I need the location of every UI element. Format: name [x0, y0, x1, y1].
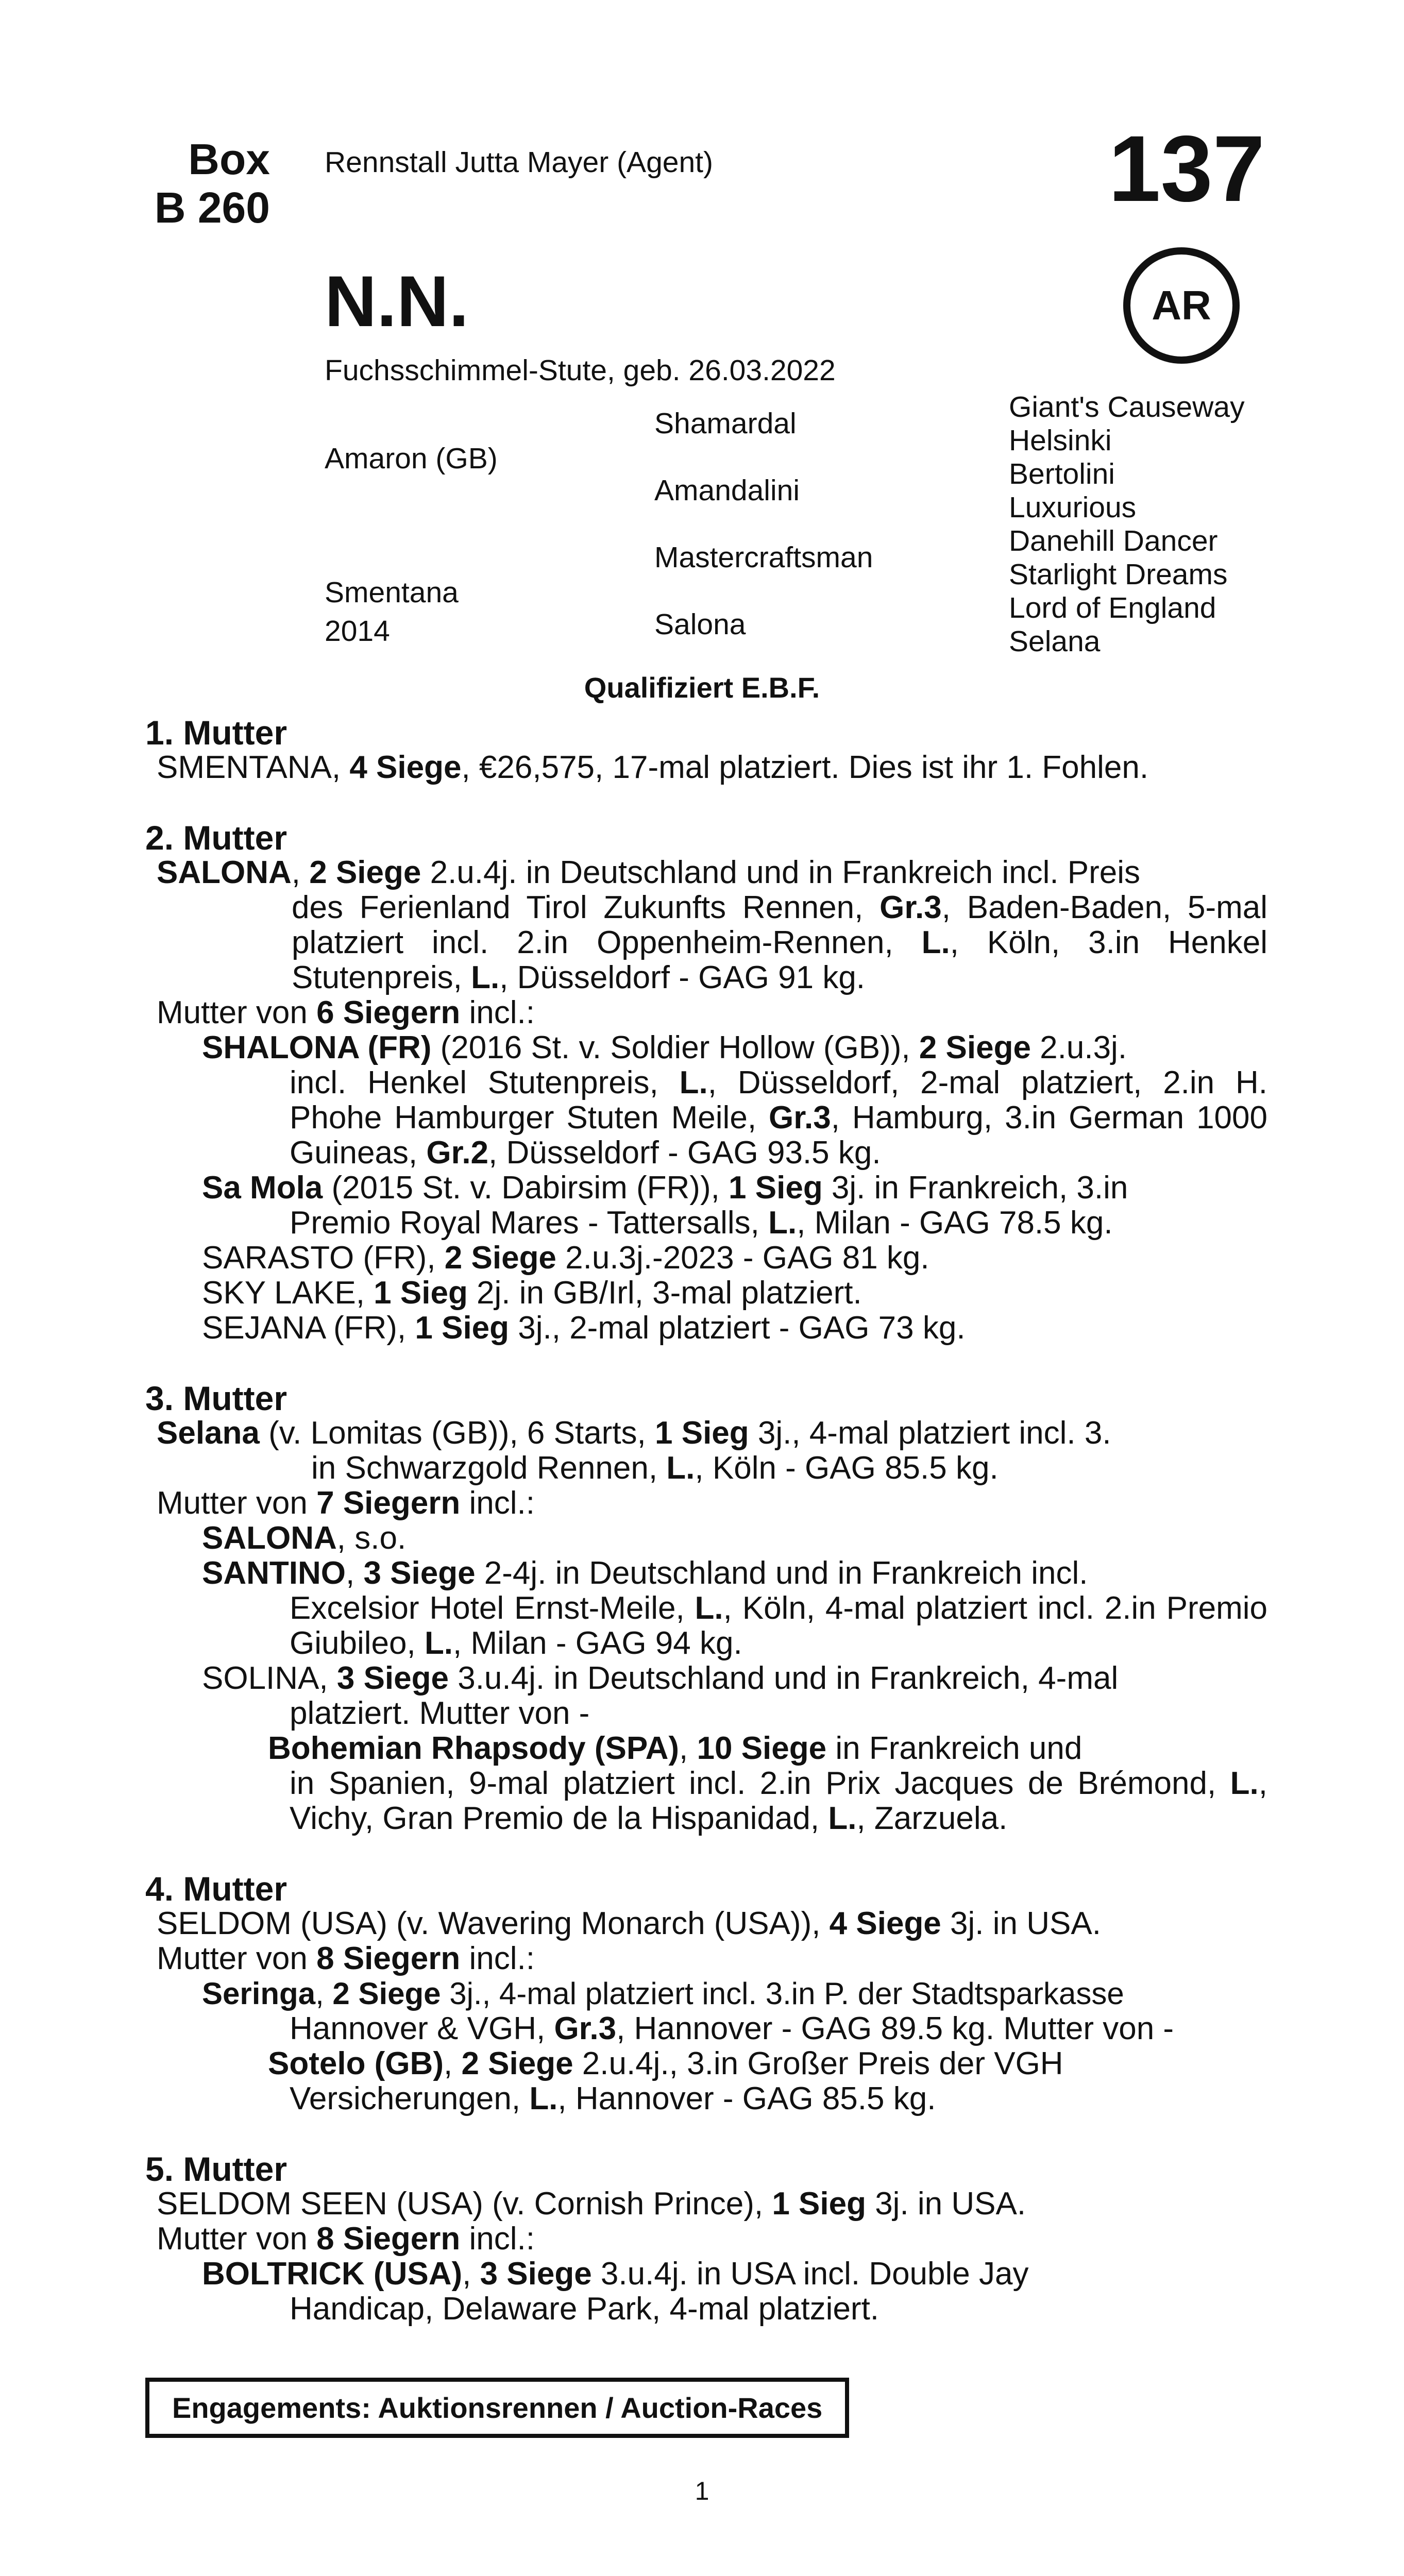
text: 2.u.4j., 3.in Großer Preis der VGH — [573, 2046, 1063, 2081]
text: Mutter von — [157, 1941, 317, 1976]
wins: 4 Siege — [349, 750, 462, 785]
winner-count: 6 Siegern — [316, 995, 461, 1030]
text: 2.u.4j. in Deutschland und in Frankreich incl. Preis — [421, 855, 1141, 890]
wins: 1 Sieg — [415, 1310, 510, 1346]
pedigree-sire-sire: Shamardal — [654, 407, 797, 440]
dam-entry — [145, 1416, 1267, 1486]
progeny-name: SALONA — [202, 1520, 337, 1556]
text: , Köln - GAG 85.5 kg. — [695, 1450, 999, 1486]
dam-text: , €26,575, 17-mal platziert. Dies ist ihr 1. Fohlen. — [461, 750, 1149, 785]
pedigree-sire-dam: Amandalini — [654, 474, 800, 507]
dam-name: SALONA — [157, 855, 292, 890]
ggen-entry: Starlight Dreams — [1009, 558, 1228, 591]
lot-number: 137 — [1108, 116, 1265, 221]
dam-entry — [145, 2187, 1267, 2222]
text: , Baden-Baden, 5-mal platziert incl. 2.in Oppenheim-Rennen, — [292, 890, 1267, 960]
wins: 2 Siege — [444, 1240, 556, 1276]
box-line-1: Box — [188, 135, 270, 183]
wins: 2 Siege — [461, 2046, 573, 2081]
mutter-von — [145, 995, 1267, 1030]
grade: L. — [666, 1450, 695, 1486]
ggen-entry: Bertolini — [1009, 457, 1115, 490]
text: , s.o. — [336, 1520, 407, 1556]
text: Excelsior Hotel Ernst-Meile, — [290, 1590, 695, 1626]
engagements-box: Engagements: Auktionsrennen / Auction-Races — [145, 2378, 849, 2438]
pedigree-dam-sire: Mastercraftsman — [654, 541, 873, 574]
progeny-name: SANTINO — [202, 1555, 346, 1591]
section-mutter-4 — [145, 1871, 1267, 2116]
ggen-entry: Selana — [1009, 625, 1101, 658]
section-mutter-2 — [145, 820, 1267, 1346]
dam-name: SELDOM SEEN (USA) (v. Cornish Prince), — [157, 2186, 772, 2222]
text: 3j., 4-mal platziert incl. 3. — [749, 1415, 1111, 1451]
text: 3.u.4j. in USA incl. Double Jay — [591, 2256, 1029, 2292]
text: , — [346, 1555, 364, 1591]
progeny-name: SARASTO (FR), — [202, 1240, 445, 1276]
text: Handicap, Delaware Park, 4-mal platziert. — [290, 2291, 879, 2327]
text: Mutter von — [157, 995, 317, 1030]
horse-description: Fuchsschimmel-Stute, geb. 26.03.2022 — [325, 354, 836, 387]
text: Mutter von — [157, 1485, 317, 1521]
text: , Vichy, Gran Premio de la Hispanidad, — [290, 1766, 1267, 1836]
progeny-entry — [145, 1311, 1267, 1346]
text: , Köln, 4-mal platziert incl. 2.in Premio Giubileo, — [290, 1590, 1267, 1661]
pedigree-third-generation — [1009, 391, 1245, 658]
winner-count: 8 Siegern — [316, 1941, 461, 1976]
progeny-name: BOLTRICK (USA) — [202, 2256, 463, 2292]
progeny-entry — [145, 1030, 1267, 1171]
wins: 3 Siege — [363, 1555, 476, 1591]
text: incl.: — [460, 1941, 535, 1976]
horse-name: N.N. — [325, 261, 469, 342]
text: Hannover & VGH, — [290, 2011, 554, 2046]
grade: Gr.3 — [879, 890, 942, 925]
owner: Rennstall Jutta Mayer (Agent) — [325, 146, 713, 179]
grade: L. — [695, 1590, 723, 1626]
grade: Gr.3 — [554, 2011, 617, 2046]
wins: 2 Siege — [309, 855, 421, 890]
wins: 4 Siege — [829, 1906, 941, 1941]
text: , — [315, 1976, 333, 2011]
wins: 3 Siege — [336, 1660, 449, 1696]
text: Mutter von — [157, 2221, 317, 2257]
progeny-entry — [145, 1171, 1267, 1241]
ggen-entry: Giant's Causeway — [1009, 391, 1245, 423]
text: platziert. Mutter von - — [290, 1696, 590, 1731]
pedigree-dam-dam: Salona — [654, 608, 746, 641]
text: 3j. in USA. — [866, 2186, 1026, 2222]
text: Versicherungen, — [290, 2081, 530, 2116]
dam-name: SMENTANA — [157, 750, 332, 785]
wins: 1 Sieg — [772, 2186, 866, 2222]
text: 3j. in Frankreich, 3.in — [822, 1170, 1128, 1206]
text: (2015 St. v. Dabirsim (FR)), — [323, 1170, 729, 1206]
text: , Hamburg, 3.in German 1000 Guineas, — [290, 1100, 1267, 1171]
text: 2.u.3j.-2023 - GAG 81 kg. — [556, 1240, 929, 1276]
text: , Milan - GAG 94 kg. — [453, 1625, 742, 1661]
wins: 2 Siege — [919, 1030, 1031, 1065]
ggen-entry: Lord of England — [1009, 591, 1216, 624]
ggen-entry: Helsinki — [1009, 424, 1112, 457]
grade: L. — [424, 1625, 453, 1661]
text: incl. Henkel Stutenpreis, — [290, 1065, 680, 1100]
wins: 10 Siege — [697, 1731, 827, 1766]
progeny-entry — [145, 1661, 1267, 1731]
text: incl.: — [460, 2221, 535, 2257]
wins: 1 Sieg — [374, 1275, 468, 1311]
dam-entry: SMENTANA, 4 Siege, €26,575, 17-mal platziert. Dies ist ihr 1. Fohlen. — [157, 750, 1149, 785]
wins: 1 Sieg — [729, 1170, 823, 1206]
section-title: 3. Mutter — [145, 1379, 287, 1417]
wins: 1 Sieg — [655, 1415, 749, 1451]
grade: L. — [679, 1065, 708, 1100]
text: Premio Royal Mares - Tattersalls, — [290, 1205, 769, 1241]
grade: Gr.2 — [426, 1135, 489, 1171]
text: 2j. in GB/Irl, 3-mal platziert. — [467, 1275, 862, 1311]
dam-name: SELDOM (USA) (v. Wavering Monarch (USA)), — [157, 1906, 830, 1941]
section-mutter-3 — [145, 1381, 1267, 1836]
text: in Frankreich und — [826, 1731, 1082, 1766]
text: , — [679, 1731, 697, 1766]
progeny-entry — [145, 1976, 1267, 2046]
text: , Köln, 3.in Henkel Stutenpreis, — [292, 925, 1267, 995]
grade: L. — [1230, 1766, 1259, 1801]
section-title: 5. Mutter — [145, 2150, 287, 2188]
progeny-name: Seringa — [202, 1976, 316, 2011]
wins: 2 Siege — [332, 1976, 441, 2011]
section-mutter-5 — [145, 2151, 1267, 2327]
grade: L. — [471, 960, 500, 995]
text: 3.u.4j. in Deutschland und in Frankreich, 4-mal — [449, 1660, 1119, 1696]
progeny-entry — [145, 2046, 1267, 2116]
text: 3j., 2-mal platziert - GAG 73 kg. — [509, 1310, 966, 1346]
progeny-entry — [145, 1521, 1267, 1556]
section-title: 1. Mutter — [145, 714, 287, 752]
mutter-von — [145, 1941, 1267, 1976]
text: in Schwarzgold Rennen, — [311, 1450, 667, 1486]
text: , — [462, 2256, 480, 2292]
text: (v. Lomitas (GB)), 6 Starts, — [259, 1415, 655, 1451]
pedigree-dam-year: 2014 — [325, 615, 390, 648]
progeny-name: SKY LAKE, — [202, 1275, 374, 1311]
ar-badge: AR — [1123, 247, 1240, 364]
text: , Düsseldorf - GAG 91 kg. — [499, 960, 866, 995]
section-mutter-1 — [145, 715, 1267, 785]
text: , Düsseldorf - GAG 93.5 kg. — [488, 1135, 881, 1171]
text: , Milan - GAG 78.5 kg. — [797, 1205, 1113, 1241]
progeny-entry — [145, 2257, 1267, 2327]
grade: L. — [828, 1801, 857, 1836]
dam-name: Selana — [157, 1415, 260, 1451]
qualification: Qualifiziert E.B.F. — [584, 671, 820, 704]
progeny-name: SHALONA (FR) — [202, 1030, 432, 1065]
text: 2-4j. in Deutschland und in Frankreich incl. — [475, 1555, 1088, 1591]
text: , — [443, 2046, 462, 2081]
text: incl.: — [460, 1485, 535, 1521]
text: (2016 St. v. Soldier Hollow (GB)), — [431, 1030, 919, 1065]
text: 2.u.3j. — [1030, 1030, 1127, 1065]
grade: L. — [529, 2081, 558, 2116]
pedigree-sire: Amaron (GB) — [325, 442, 498, 475]
grade: L. — [768, 1205, 797, 1241]
progeny-entry — [145, 1276, 1267, 1311]
section-title: 2. Mutter — [145, 819, 287, 857]
pedigree-dam: Smentana — [325, 576, 459, 609]
progeny-entry — [145, 1241, 1267, 1276]
progeny-name: Sa Mola — [202, 1170, 323, 1206]
progeny-entry — [145, 1731, 1267, 1836]
box-label — [135, 135, 270, 232]
progeny-name: Sotelo (GB) — [268, 2046, 444, 2081]
winner-count: 7 Siegern — [316, 1485, 461, 1521]
dam-entry — [145, 1906, 1267, 1941]
grade: Gr.3 — [769, 1100, 831, 1136]
text: des Ferienland Tirol Zukunfts Rennen, — [292, 890, 880, 925]
progeny-entry — [145, 1556, 1267, 1661]
mutter-von — [145, 1486, 1267, 1521]
family-body — [145, 715, 1267, 2362]
text: , Düsseldorf, 2-mal platziert, 2.in H. Phohe Hamburger Stuten Meile, — [290, 1065, 1267, 1136]
text: 3j., 4-mal platziert incl. 3.in P. der Stadtsparkasse — [441, 1976, 1124, 2011]
text: , Hannover - GAG 89.5 kg. Mutter von - — [616, 2011, 1174, 2046]
text: in Spanien, 9-mal platziert incl. 2.in Prix Jacques de Brémond, — [290, 1766, 1230, 1801]
grade: L. — [921, 925, 950, 960]
ggen-entry: Danehill Dancer — [1009, 524, 1218, 557]
text: incl.: — [460, 995, 535, 1030]
mutter-von — [145, 2222, 1267, 2257]
progeny-name: Bohemian Rhapsody (SPA) — [268, 1731, 680, 1766]
wins: 3 Siege — [480, 2256, 592, 2292]
text: , Zarzuela. — [856, 1801, 1008, 1836]
progeny-name: SEJANA (FR), — [202, 1310, 415, 1346]
text: , Hannover - GAG 85.5 kg. — [557, 2081, 936, 2116]
page-number: 1 — [695, 2477, 709, 2505]
winner-count: 8 Siegern — [316, 2221, 461, 2257]
progeny-name: SOLINA, — [202, 1660, 337, 1696]
box-line-2: B 260 — [154, 183, 270, 232]
dam-entry: SALONA, 2 Siege 2.u.4j. in Deutschland und in Frankreich incl. Preis des Ferienland Tirol Zukunfts Rennen, Gr.3, Baden-Baden, 5-mal platziert incl. 2.in Oppenheim-Rennen, L., Köln, 3.in Henkel Stutenpreis, L., Düsseldorf - GAG 91 kg. — [157, 855, 1267, 995]
text: 3j. in USA. — [941, 1906, 1101, 1941]
ggen-entry: Luxurious — [1009, 491, 1137, 524]
section-title: 4. Mutter — [145, 1870, 287, 1908]
